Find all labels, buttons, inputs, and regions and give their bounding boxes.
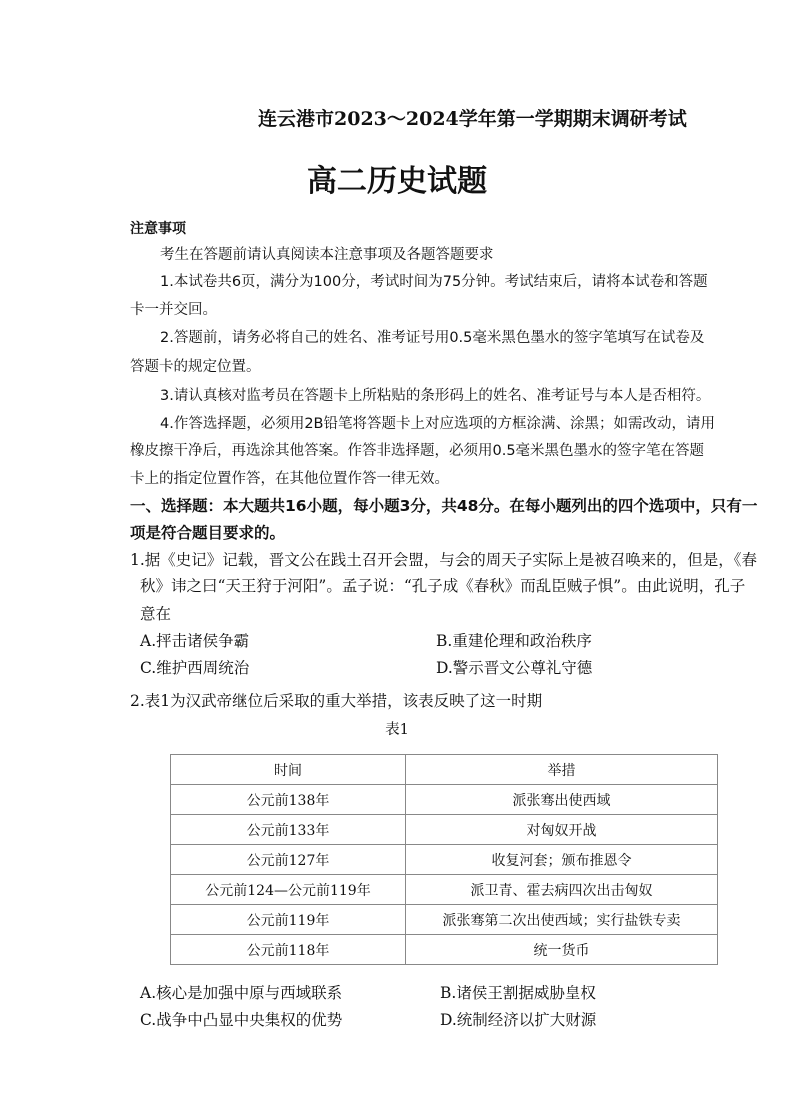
notice-line: 3.请认真核对监考员在答题卡上所粘贴的条形码上的姓名、准考证号与本人是否相符。 <box>160 388 711 404</box>
notice-line: 1.本试卷共6页，满分为100分，考试时间为75分钟。考试结束后，请将本试卷和答题 <box>160 274 708 290</box>
table-cell-measure: 派卫青、霍去病四次出击匈奴 <box>406 875 718 905</box>
table-cell-time: 公元前118年 <box>171 935 406 965</box>
table-cell-measure: 对匈奴开战 <box>406 815 718 845</box>
table-caption: 表1 <box>385 721 409 738</box>
table-header-time: 时间 <box>171 755 406 785</box>
section-heading-cont: 项是符合题目要求的。 <box>130 524 286 542</box>
notice-line: 4.作答选择题，必须用2B铅笔将答题卡上对应选项的方框涂满、涂黑；如需改动，请用 <box>160 416 716 432</box>
measures-table <box>170 754 718 965</box>
notice-heading: 注意事项 <box>130 221 186 237</box>
q2-option-b[interactable]: B.诸侯王割据威胁皇权 <box>440 984 596 1002</box>
q1-stem: 意在 <box>140 605 172 623</box>
table-cell-time: 公元前133年 <box>171 815 406 845</box>
table-row <box>171 905 718 935</box>
q2-option-c[interactable]: C.战争中凸显中央集权的优势 <box>140 1011 343 1029</box>
table-row <box>171 785 718 815</box>
table-cell-measure: 派张骞出使西域 <box>406 785 718 815</box>
table-cell-time: 公元前127年 <box>171 845 406 875</box>
notice-line: 考生在答题前请认真阅读本注意事项及各题答题要求 <box>160 247 494 263</box>
q1-option-d[interactable]: D.警示晋文公尊礼守德 <box>436 659 593 677</box>
table-header-measure: 举措 <box>406 755 718 785</box>
notice-line: 橡皮擦干净后，再选涂其他答案。作答非选择题，必须用0.5毫米黑色墨水的签字笔在答题 <box>130 443 705 459</box>
table-row <box>171 815 718 845</box>
table-row <box>171 935 718 965</box>
notice-line: 2.答题前，请务必将自己的姓名、准考证号用0.5毫米黑色墨水的签字笔填写在试卷及 <box>160 330 705 346</box>
notice-line: 答题卡的规定位置。 <box>130 359 261 375</box>
table-row <box>171 875 718 905</box>
notice-line: 卡上的指定位置作答，在其他位置作答一律无效。 <box>130 471 449 487</box>
table-cell-measure: 收复河套；颁布推恩令 <box>406 845 718 875</box>
q2-option-a[interactable]: A.核心是加强中原与西域联系 <box>140 984 343 1002</box>
q2-stem: 2.表1为汉武帝继位后采取的重大举措，该表反映了这一时期 <box>130 692 543 710</box>
table-header-row <box>171 755 718 785</box>
table-cell-time: 公元前138年 <box>171 785 406 815</box>
exam-title: 高二历史试题 <box>306 164 488 199</box>
q1-stem: 1.据《史记》记载，晋文公在践土召开会盟，与会的周天子实际上是被召唤来的，但是，《春 <box>130 551 758 569</box>
table-cell-time: 公元前119年 <box>171 905 406 935</box>
table-cell-measure: 派张骞第二次出使西域；实行盐铁专卖 <box>406 905 718 935</box>
table-row <box>171 845 718 875</box>
q1-stem: 秋》讳之曰“天王狩于河阳”。孟子说：“孔子成《春秋》而乱臣贼子惧”。由此说明，孔子 <box>140 577 746 595</box>
q2-option-d[interactable]: D.统制经济以扩大财源 <box>440 1011 597 1029</box>
q1-option-a[interactable]: A.抨击诸侯争霸 <box>140 632 250 650</box>
q1-option-c[interactable]: C.维护西周统治 <box>140 659 250 677</box>
notice-line: 卡一并交回。 <box>130 302 217 318</box>
table-cell-time: 公元前124—公元前119年 <box>171 875 406 905</box>
exam-subtitle: 连云港市2023～2024学年第一学期期末调研考试 <box>258 108 687 130</box>
q1-option-b[interactable]: B.重建伦理和政治秩序 <box>436 632 592 650</box>
table-cell-measure: 统一货币 <box>406 935 718 965</box>
section-heading: 一、选择题：本大题共16小题，每小题3分，共48分。在每小题列出的四个选项中，只有一 <box>130 497 758 515</box>
